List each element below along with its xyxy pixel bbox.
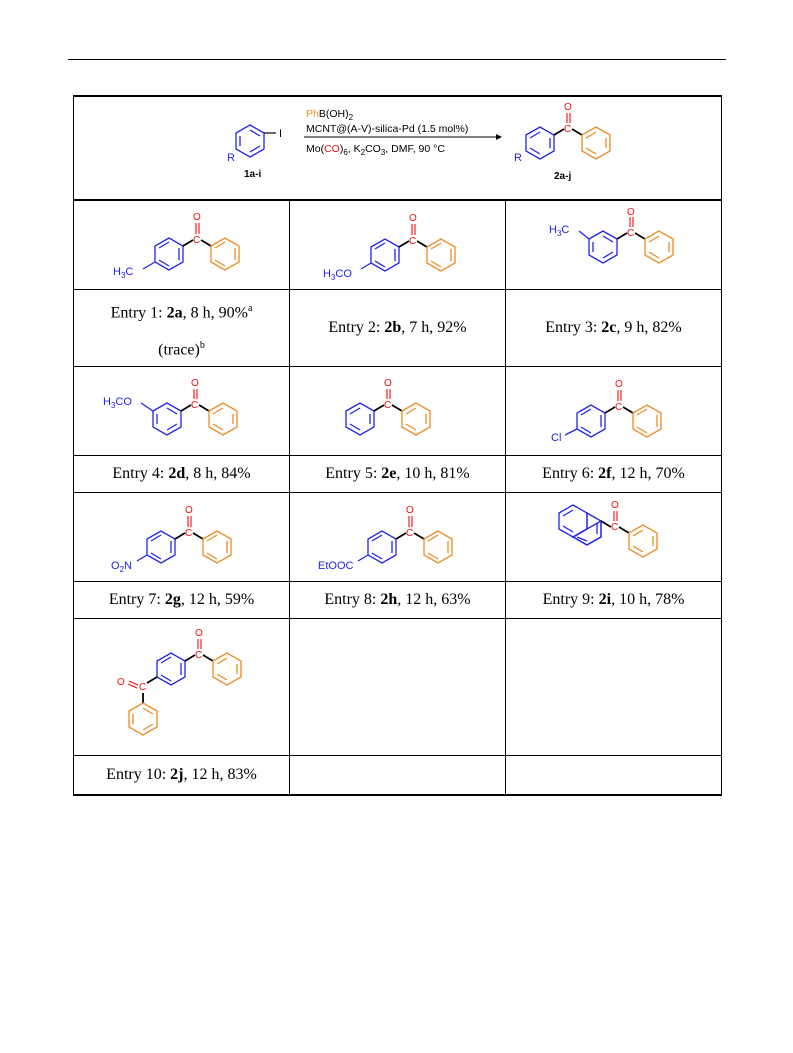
svg-text:O: O — [408, 213, 417, 224]
reagent-line: $PhB(OH)_2$ — [305, 108, 353, 122]
iodo-label: I — [278, 128, 282, 140]
svg-text:O: O — [194, 628, 203, 639]
svg-text:O: O — [116, 677, 125, 688]
product-label: 2a-j — [553, 171, 571, 182]
structure-2a — [74, 200, 290, 290]
svg-text:C: C — [138, 682, 146, 693]
structure-2e — [290, 367, 506, 456]
entry-4-text: Entry 4: 2d, 8 h, 84% — [74, 456, 290, 493]
svg-text:C: C — [184, 528, 192, 539]
structure-2c — [506, 200, 722, 290]
entry-2-text: Entry 2: 2b, 7 h, 92% — [290, 290, 506, 367]
svg-text:O: O — [614, 379, 623, 390]
structure-2g — [74, 493, 290, 582]
entry-1-text: Entry 1: 2a, 8 h, 90%$^a$ — [110, 302, 253, 321]
svg-text:O: O — [405, 505, 414, 516]
product-carbonyl-c: C — [563, 124, 571, 135]
svg-text:O: O — [190, 378, 199, 389]
svg-text:O: O — [184, 505, 193, 516]
entry-8-text: Entry 8: 2h, 12 h, 63% — [290, 582, 506, 619]
header-rule — [68, 59, 726, 60]
structure-2j — [74, 619, 290, 756]
svg-text:O: O — [626, 207, 635, 218]
structure-2d — [74, 367, 290, 456]
empty-cell — [290, 756, 506, 796]
substituent-label: $O_2N$ — [110, 560, 132, 574]
svg-text:C: C — [626, 228, 634, 239]
entry-1-cell — [74, 290, 290, 367]
entry-7-text: Entry 7: 2g, 12 h, 59% — [74, 582, 290, 619]
entry-5-text: Entry 5: 2e, 10 h, 81% — [290, 456, 506, 493]
reactant-ring — [236, 125, 264, 157]
svg-text:C: C — [194, 650, 202, 661]
svg-text:C: C — [614, 402, 622, 413]
svg-text:O: O — [383, 378, 392, 389]
reaction-scheme — [74, 96, 722, 200]
entry-9-text: Entry 9: 2i, 10 h, 78% — [506, 582, 722, 619]
substituent-label: EtOOC — [317, 560, 353, 572]
product-aryl-ring — [526, 127, 554, 159]
entry-6-text: Entry 6: 2f, 12 h, 70% — [506, 456, 722, 493]
svg-text:C: C — [190, 400, 198, 411]
product-carbonyl-o: O — [563, 102, 572, 113]
empty-cell — [506, 619, 722, 756]
svg-text:C: C — [610, 522, 618, 533]
svg-text:C: C — [408, 236, 416, 247]
reaction-scope-table — [73, 95, 722, 796]
catalyst-line: MCNT@(A-V)-silica-Pd (1.5 mol%) — [305, 123, 468, 135]
svg-text:C: C — [192, 235, 200, 246]
r-group-label: R — [226, 152, 235, 164]
reactant-label: 1a-i — [243, 169, 261, 180]
svg-text:O: O — [192, 212, 201, 223]
reaction-scheme-drawing — [178, 99, 618, 197]
empty-cell — [506, 756, 722, 796]
entry-3-text: Entry 3: 2c, 9 h, 82% — [506, 290, 722, 367]
entry-1-note: (trace)$^b$ — [158, 340, 205, 359]
substituent-label: Cl — [550, 432, 561, 444]
conditions-line: $Mo(CO)_6$, $K_2CO_3$, DMF, 90 °C — [305, 143, 445, 157]
svg-text:O: O — [610, 500, 619, 511]
structure-2b — [290, 200, 506, 290]
substituent-label: $H_3CO$ — [322, 268, 352, 282]
svg-text:C: C — [383, 400, 391, 411]
empty-cell — [290, 619, 506, 756]
substituent-label: $H_3C$ — [112, 266, 133, 280]
product-phenyl-ring — [582, 127, 610, 159]
svg-text:C: C — [405, 528, 413, 539]
product-r-label: R — [513, 152, 522, 164]
substituent-label: $H_3CO$ — [102, 396, 132, 410]
entry-10-text: Entry 10: 2j, 12 h, 83% — [74, 756, 290, 796]
substituent-label: $H_3C$ — [548, 224, 569, 238]
structure-2h — [290, 493, 506, 582]
structure-2i — [506, 493, 722, 582]
structure-2f — [506, 367, 722, 456]
